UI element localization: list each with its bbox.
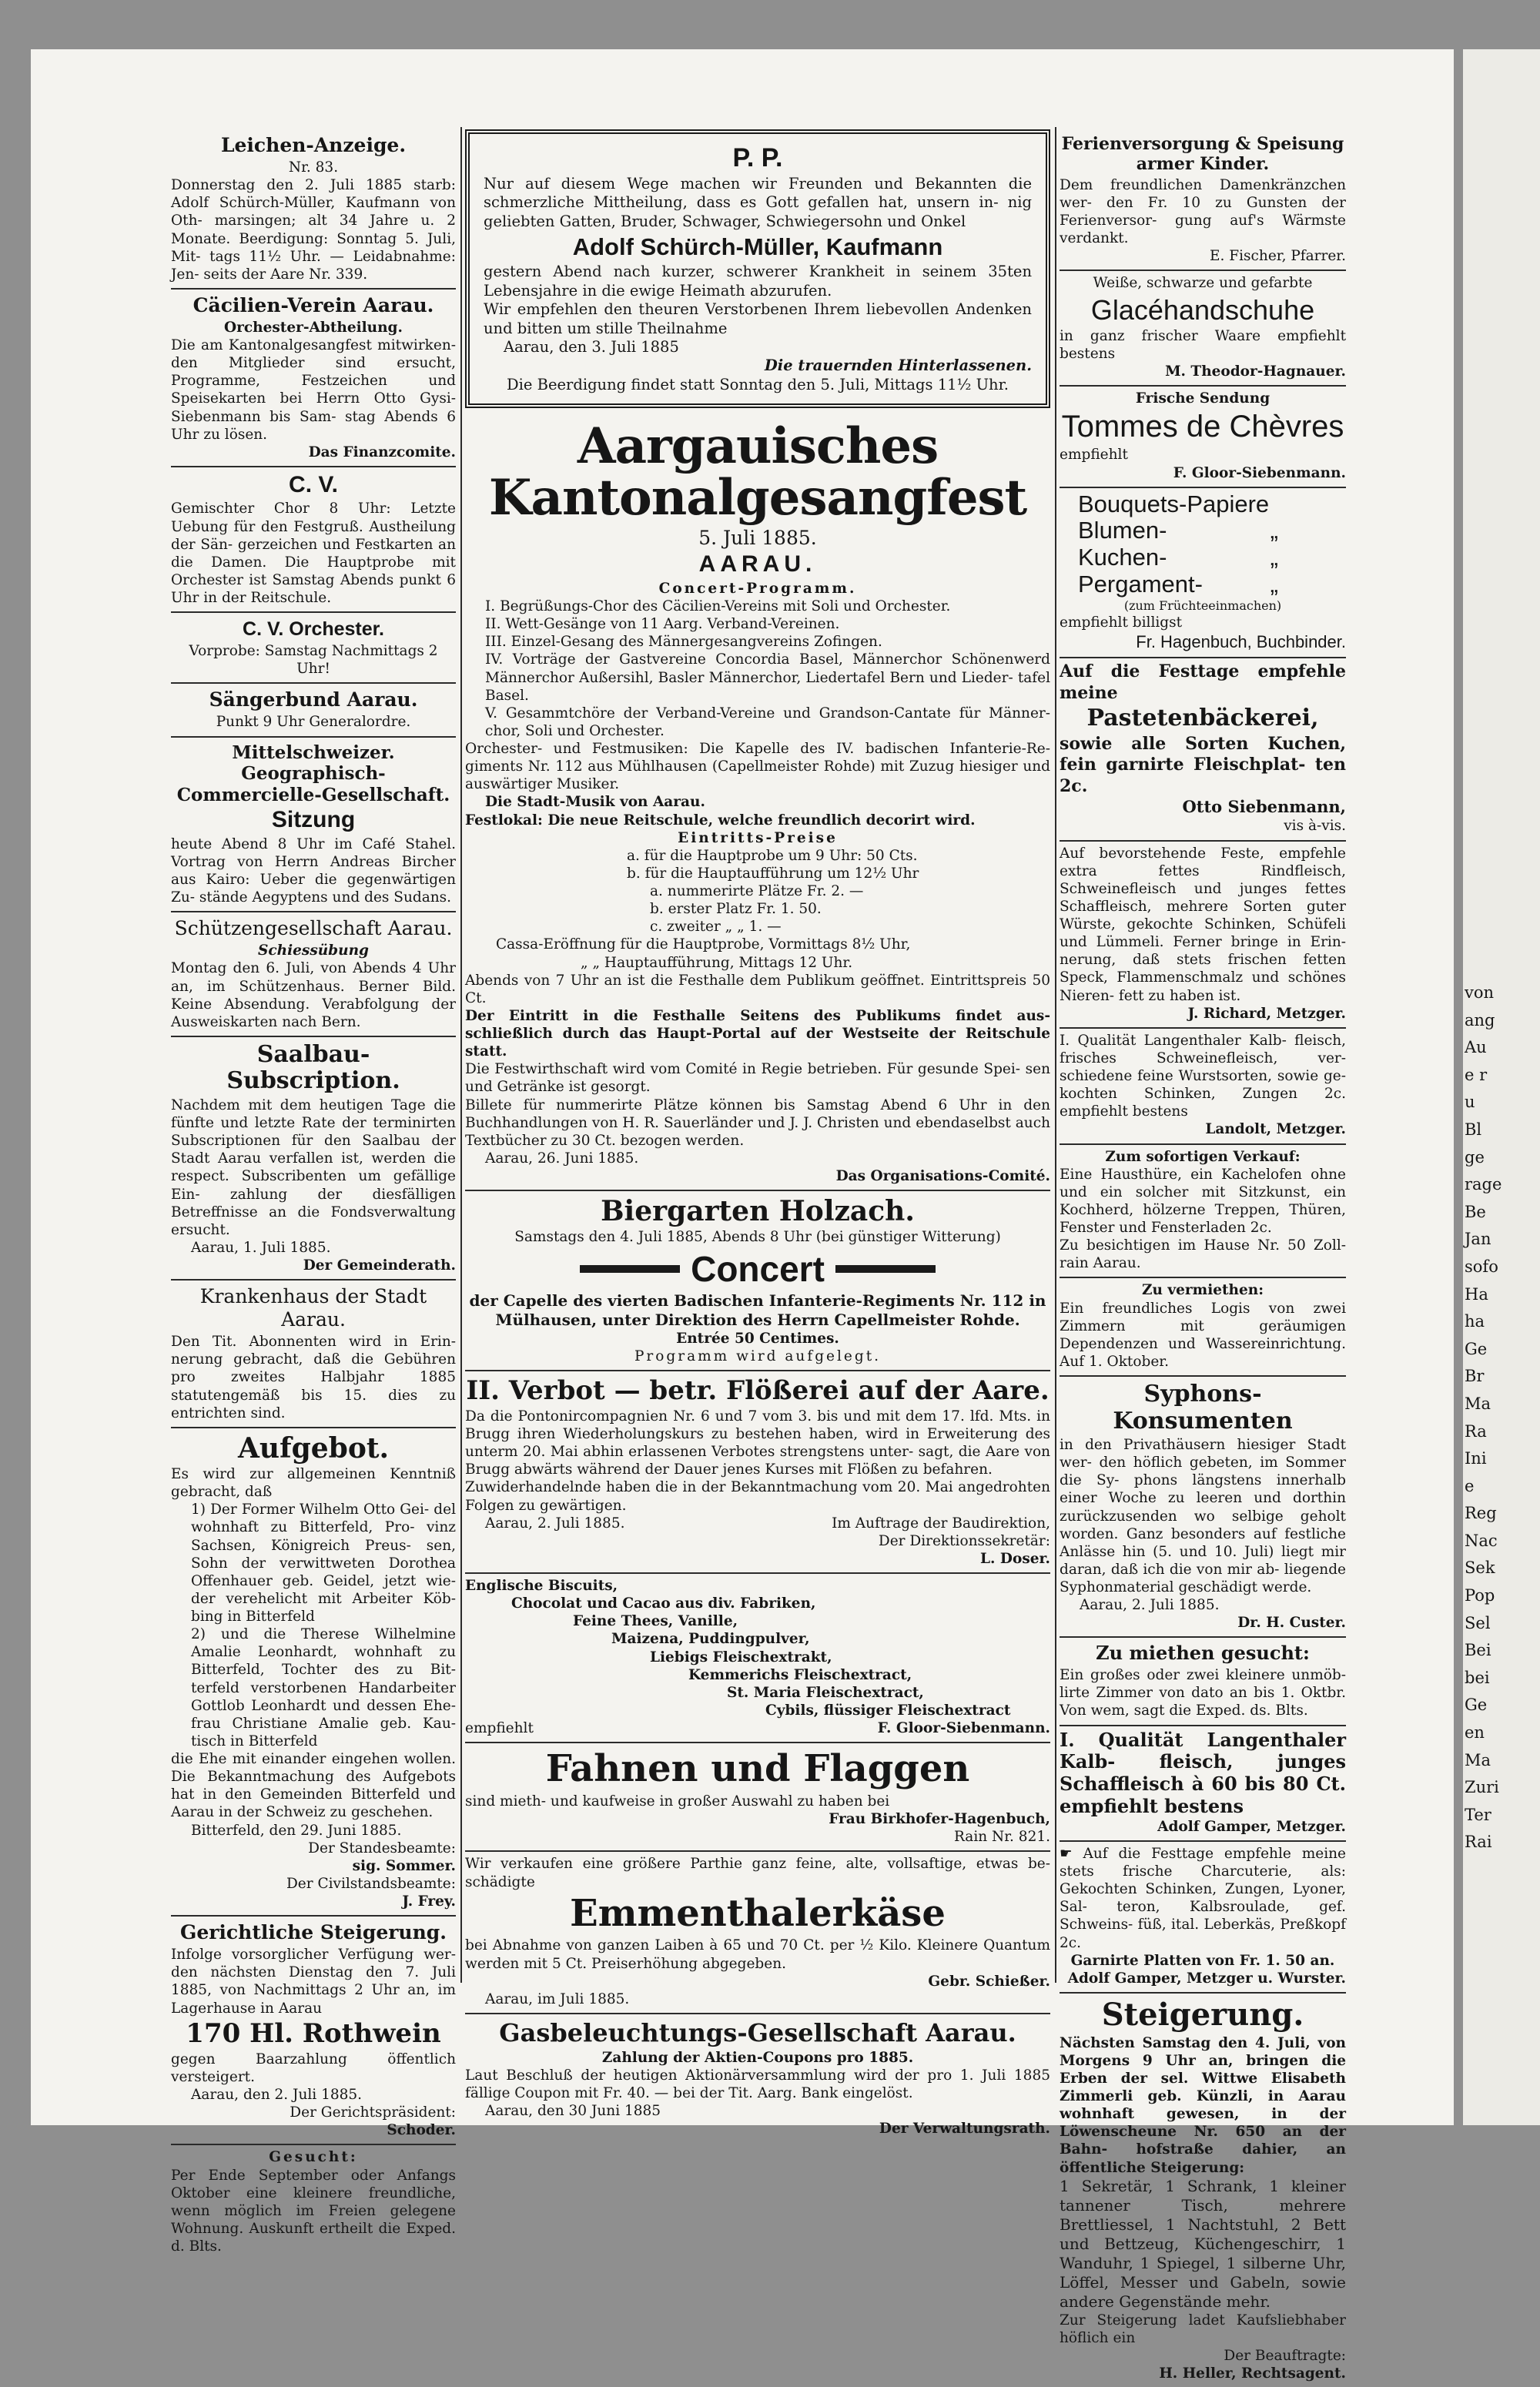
wanted-ad	[171, 2145, 456, 2260]
syphon-ad	[1060, 1377, 1346, 1638]
edge-text-fragment: ge	[1465, 1147, 1485, 1167]
ad-title: C. V.	[289, 471, 338, 497]
product-line: Chocolat und Cacao aus div. Fabriken,	[511, 1595, 816, 1612]
product-line: Feine Thees, Vanille,	[573, 1613, 738, 1630]
ad-signature: Adolf Gamper, Metzger u. Wurster.	[1067, 1970, 1346, 1987]
edge-text-fragment: Ha	[1465, 1284, 1488, 1304]
edge-text-fragment: Reg	[1465, 1504, 1497, 1523]
edge-text-fragment: Sel	[1465, 1613, 1491, 1632]
edge-text-fragment: Ge	[1465, 1696, 1488, 1715]
ad-text: Orchester- und Festmusiken: Die Kapelle des IV. badischen Infanterie-Re- giments Nr. 112 aus Mühlhausen (Capellmeister Rohde) mit Zuzug hiesiger und auswärtiger Musiker.	[465, 741, 1050, 793]
edge-text-fragment: Jan	[1465, 1230, 1491, 1249]
ad-text: der Capelle des vierten Badischen Infanterie-Regiments Nr. 112 in Mülhausen, unter Direktion des Herrn Capellmeister Rohde.	[469, 1291, 1046, 1329]
facing-page-edge	[1463, 49, 1540, 2125]
ad-title: Tommes de Chèvres	[1061, 410, 1344, 444]
ad-text: bei Abnahme von ganzen Laiben à 65 und 70 Ct. per ½ Kilo. Kleinere Quantum werden mit 5 Ct. Preiserhöhung abgegeben.	[465, 1937, 1050, 1972]
ad-title: Pastetenbäckerei,	[1086, 705, 1319, 732]
pointing-hand-icon: ☛	[1060, 1845, 1083, 1862]
edge-text-fragment: en	[1465, 1723, 1485, 1743]
ad-text: I. Qualität Langenthaler Kalb- fleisch, frisches Schweinefleisch, ver- schiedene feine Wurstsorten, sowie ge- kochten Schinken, Zungen 2c. empfiehlt bestens	[1060, 1032, 1346, 1120]
edge-text-fragment: Ma	[1465, 1750, 1491, 1769]
krankenhaus-ad	[171, 1281, 456, 1428]
ad-text: Auf die Festtage empfehle meine stets frische Charcuterie, als: Gekochten Schinken, Zungen, Lyoner, Sal- teron, Kalbsroulade, gef. Schweins- füß, ital. Leberkäs, Preßkopf 2c.	[1060, 1845, 1346, 1951]
ad-text: Samstags den 4. Juli 1885, Abends 8 Uhr (bei günstiger Witterung)	[514, 1229, 1001, 1246]
edge-text-fragment: von	[1465, 983, 1495, 1002]
ad-date: Aarau, 2. Juli 1885.	[485, 1515, 625, 1532]
aufgebot-ad	[171, 1428, 456, 1917]
product-line: Kemmerichs Fleischextract,	[688, 1666, 912, 1683]
price-line: b. für die Hauptaufführung um 12½ Uhr	[627, 865, 919, 882]
ad-date: Aarau, den 3. Juli 1885	[504, 337, 679, 356]
raft-ban-ad	[465, 1371, 1050, 1574]
ad-signature: Die trauernden Hinterlassenen.	[764, 357, 1032, 375]
butcher-richard-ad	[1060, 842, 1346, 1029]
ad-date: Aarau, den 2. Juli 1885.	[191, 2087, 363, 2104]
edge-text-fragment: Bei	[1465, 1641, 1491, 1660]
ad-text: empfiehlt	[465, 1720, 534, 1737]
ad-signature: M. Theodor-Hagnauer.	[1165, 363, 1346, 380]
ad-title: Cäcilien-Verein Aarau.	[192, 293, 434, 316]
edge-text-fragment: Pop	[1465, 1586, 1495, 1605]
holiday-care-ad	[1060, 129, 1346, 271]
ad-text: Zur Steigerung ladet Kaufsliebhaber höflich ein	[1060, 2312, 1346, 2346]
ad-signature: Rain Nr. 821.	[953, 1829, 1050, 1846]
ad-date: Aarau, im Juli 1885.	[485, 1990, 630, 2007]
saengerbund-ad	[171, 684, 456, 737]
edge-text-fragment: e r	[1465, 1065, 1488, 1084]
ad-signature: Gebr. Schießer.	[928, 1973, 1050, 1990]
ad-text: Zuwiderhandelnde haben die in der Bekanntmachung vom 20. Mai angedrohten Folgen zu gewärtigen.	[465, 1479, 1050, 1514]
ad-text: Entrée 50 Centimes.	[676, 1330, 839, 1347]
ad-signature: vis à-vis.	[1284, 818, 1346, 835]
ad-signature: Der Gemeinderath.	[303, 1257, 456, 1274]
ad-text: Dem freundlichen Damenkränzchen wer- den Fr. 10 zu Gunsten der Ferienversor- gung auf's Wärmste verdankt.	[1060, 176, 1346, 247]
edge-text-fragment: ang	[1465, 1010, 1495, 1029]
ad-signature: Landolt, Metzger.	[1205, 1121, 1346, 1138]
signature-row	[465, 1515, 1050, 1568]
ad-text: Der Eintritt in die Festhalle Seitens des Publikums findet aus- schließlich durch das Haupt-Portal auf der Westseite der Reitschule statt.	[465, 1007, 1050, 1060]
ad-text: 1) Der Former Wilhelm Otto Gei- del wohnhaft zu Bitterfeld, Pro- vinz Sachsen, Königreich Preus- sen, Sohn der verwittweten Dorothea Offenhauer geb. Geidel, jetzt wie- der verehelicht mit Arbeiter Köb- bing in Bitterfeld	[191, 1502, 456, 1625]
ad-text: Eine Hausthüre, ein Kachelofen ohne und ein solcher mit Sitzkunst, ein Kochherd, hölzerne Treppen, Thüren, Fenster und Fensterladen 2c.	[1060, 1166, 1346, 1237]
ad-text: Donnerstag den 2. Juli 1885 starb: Adolf Schürch-Müller, Kaufmann von Oth- marsingen; alt 34 Jahre u. 2 Monate. Beerdigung: Sonntag 5. Juli, Mit- tags 11½ Uhr. — Leidabnahme: Jen- seits der Aare Nr. 339.	[171, 177, 456, 283]
edge-text-fragment: Be	[1465, 1202, 1486, 1221]
edge-text-fragment: rage	[1465, 1175, 1502, 1194]
ad-text: I. Qualität Langenthaler Kalb- fleisch, junges Schaffleisch à 60 bis 80 Ct. empfiehlt bestens	[1060, 1728, 1346, 1817]
ad-title: Glacéhandschuhe	[1090, 293, 1315, 326]
ad-signature: F. Gloor-Siebenmann.	[877, 1720, 1050, 1737]
ad-text: Da die Pontonircompagnien Nr. 6 und 7 vom 3. bis und mit dem 17. lfd. Mts. in Brugg ihren Wiederholungskurs zu bestehen haben, wird in Erweiterung des unterm 20. Mai abhin erlassenen Verbotes strengstens unter- sagt, die Aare von Brugg abwärts während der Dauer jenes Kurses mit Flößen zu befahren.	[465, 1408, 1050, 1478]
ad-text: Zu besichtigen im Hause Nr. 50 Zoll- rain Aarau.	[1060, 1237, 1346, 1272]
ad-title: Gerichtliche Steigerung.	[180, 1921, 447, 1944]
ad-subtitle: Sitzung	[271, 807, 356, 833]
ad-text: Montag den 6. Juli, von Abends 4 Uhr an, im Schützenhaus. Berner Bild. Keine Absendung. Verabfolgung der Ausweiskarten nach Bern.	[171, 960, 456, 1030]
death-notice	[171, 129, 456, 290]
ad-subtitle: Zahlung der Aktien-Coupons pro 1885.	[601, 2049, 914, 2066]
program-item: II. Wett-Gesänge von 11 Aarg. Verband-Vereinen.	[485, 616, 840, 633]
ad-title: Steigerung.	[1101, 1996, 1304, 2033]
grocery-ad	[465, 1574, 1050, 1743]
ad-signature: Der Civilstandsbeamte:	[286, 1875, 456, 1892]
cv-ad	[171, 467, 456, 613]
ad-highlight: 170 Hl. Rothwein	[186, 2017, 441, 2049]
court-auction-ad	[171, 1917, 456, 2145]
edge-text-fragment: Sek	[1465, 1558, 1495, 1578]
ad-signature: Schoder.	[387, 2122, 456, 2139]
product-line: Bouquets-Papiere	[1078, 490, 1270, 517]
ad-date: Bitterfeld, den 29. Juni 1885.	[191, 1822, 402, 1839]
product-line: Englische Biscuits,	[465, 1578, 618, 1595]
product-line: Cybils, flüssiger Fleischextract	[765, 1702, 1011, 1719]
ad-signature: Das Organisations-Comité.	[835, 1168, 1050, 1185]
program-heading: Concert-Programm.	[658, 580, 857, 597]
ad-signature: Adolf Gamper, Metzger.	[1157, 1818, 1346, 1835]
ad-subtitle: Schiessübung	[258, 942, 369, 959]
ad-signature: Der Direktionssekretär:	[878, 1532, 1050, 1549]
ad-text: Wir verkaufen eine größere Parthie ganz feine, alte, vollsaftige, etwas be- schädigte	[465, 1856, 1050, 1890]
cheese-ad	[465, 1852, 1050, 2014]
ad-text: Abends von 7 Uhr an ist die Festhalle dem Publikum geöffnet. Eintrittspreis 50 Ct.	[465, 972, 1050, 1006]
ad-title: Zu vermiethen:	[1141, 1282, 1264, 1299]
ad-signature: Dr. H. Custer.	[1237, 1615, 1346, 1632]
ad-text: Ein großes oder zwei kleinere unmöb- lirte Zimmer von dato an bis 1. Oktbr. Von wem, sagt die Exped. ds. Blts.	[1060, 1667, 1346, 1719]
deceased-name: Adolf Schürch-Müller, Kaufmann	[572, 233, 943, 261]
ad-title: Ferienversorgung & Speisung armer Kinder.	[1061, 134, 1344, 175]
ad-signature: F. Gloor-Siebenmann.	[1173, 464, 1346, 481]
concert-banner	[465, 1248, 1050, 1290]
ad-title: Gasbeleuchtungs-Gesellschaft Aarau.	[499, 2017, 1016, 2047]
cv-orchester-ad	[171, 613, 456, 684]
ad-signature: Der Standesbeamte:	[308, 1840, 456, 1856]
ad-text: Infolge vorsorglicher Verfügung wer- den nächsten Dienstag den 7. Juli 1885, von Nachmittags 2 Uhr an, im Lagerhause in Aarau	[171, 1947, 456, 2017]
biergarten-ad	[465, 1191, 1050, 1371]
festival-date: 5. Juli 1885.	[698, 527, 817, 550]
edge-text-fragment: Ma	[1465, 1394, 1491, 1413]
ad-title: Schützengesellschaft Aarau.	[174, 917, 453, 940]
ad-text: Nachdem mit dem heutigen Tage die fünfte und letzte Rate der terminirten Subscriptionen für den Saalbau der Stadt Aarau verfallen ist, werden die respect. Subscribenten um gefällige Ein- zahlung der diesfälligen Betreffnisse an die Fondsverwaltung ersucht.	[171, 1096, 456, 1238]
ad-text: gestern Abend nach kurzer, schwerer Krankheit in seinem 35ten Lebensjahre in die ewige Heimath abzurufen.	[484, 263, 1032, 300]
edge-text-fragment: Br	[1465, 1367, 1485, 1386]
ad-signature: sig. Sommer.	[352, 1857, 456, 1874]
product-line: St. Maria Fleischextract,	[727, 1684, 924, 1701]
ad-text: Die Festwirthschaft wird vom Comité in Regie betrieben. Für gesunde Spei- sen und Getränke ist gesorgt.	[465, 1061, 1050, 1096]
ad-signature: Der Beauftragte:	[1224, 2347, 1346, 2364]
ad-title: Zu miethen gesucht:	[1096, 1642, 1310, 1665]
ad-title: Gesucht:	[269, 2149, 358, 2166]
column-rule	[460, 127, 462, 1983]
price-heading: Eintritts-Preise	[678, 829, 838, 846]
edge-text-fragment: Rai	[1465, 1833, 1492, 1852]
ad-text: Frische Sendung	[1135, 390, 1270, 407]
ad-signature: E. Fischer, Pfarrer.	[1210, 248, 1346, 265]
edge-text-fragment: Au	[1465, 1038, 1487, 1057]
ad-date: Aarau, 26. Juni 1885.	[485, 1150, 639, 1167]
butcher-landolt-ad	[1060, 1029, 1346, 1145]
concert-title: Concert	[691, 1248, 825, 1289]
ad-text: Festlokal: Die neue Reitschule, welche freundlich decorirt wird.	[465, 812, 976, 829]
festival-city: AARAU.	[698, 551, 817, 578]
wanted-rooms-ad	[1060, 1638, 1346, 1726]
ad-text: Nur auf diesem Wege machen wir Freunden und Bekannten die schmerzliche Mittheilung, dass es Gott gefallen hat, unsern in- nig geliebten Gatten, Bruder, Schwager, Schwiegersohn und Onkel	[484, 175, 1032, 230]
ad-text: sowie alle Sorten Kuchen, fein garnirte Fleischplat- ten 2c.	[1060, 733, 1346, 796]
product-line: Kuchen-	[1078, 544, 1167, 571]
ad-signature: Der Verwaltungsrath.	[879, 2121, 1050, 2138]
saalbau-ad	[171, 1037, 456, 1281]
edge-text-fragment: Ra	[1465, 1421, 1487, 1441]
ad-text: 1 Sekretär, 1 Schrank, 1 kleiner tannener Tisch, mehrere Brettliessel, 1 Nachtstuhl, 2 Bett und Bettzeug, Küchengeschirr, 1 Wanduhr, 1 Spiegel, 1 silberne Uhr, Löffel, Messer und Gabeln, sowie andere Gegenstände mehr.	[1060, 2176, 1346, 2311]
ad-signature: Fr. Hagenbuch, Buchbinder.	[1136, 631, 1346, 651]
ad-text: in ganz frischer Waare empfiehlt bestens	[1060, 327, 1346, 363]
ad-text: Ein freundliches Logis von zwei Zimmern mit geräumigen Dependenzen und Wassereinrichtung. Auf 1. Oktober.	[1060, 1300, 1346, 1370]
schuetzen-ad	[171, 912, 456, 1037]
ad-text: die Ehe mit einander eingehen wollen. Die Bekanntmachung des Aufgebots hat in den Gemeinden Bitterfeld und Aarau in der Schweiz zu geschehen.	[171, 1751, 456, 1821]
ad-title: Krankenhaus der Stadt Aarau.	[199, 1285, 427, 1331]
cheese-tommes-ad	[1060, 387, 1346, 487]
column-rule	[1055, 127, 1056, 1983]
ad-text: Laut Beschluß der heutigen Aktionärversammlung wird der pro 1. Juli 1885 fällige Coupon mit Fr. 40. — bei der Tit. Aarg. Bank eingelöst.	[465, 2067, 1050, 2102]
edge-text-fragment: u	[1465, 1093, 1475, 1112]
ad-title: P. P.	[732, 143, 783, 172]
ad-title: C. V. Orchester.	[243, 618, 384, 641]
program-item: V. Gesammtchöre der Verband-Vereine und Grandson-Cantate für Männer- chor, Soli und Orchester.	[485, 705, 1050, 739]
ad-title: Emmenthalerkäse	[570, 1891, 946, 1935]
pastry-ad	[1060, 658, 1346, 841]
edge-text-fragment: e	[1465, 1476, 1475, 1495]
ad-title: Mittelschweizer. Geographisch- Commercielle-Gesellschaft.	[176, 742, 450, 805]
edge-text-fragment: Ge	[1465, 1339, 1488, 1358]
ad-text: in den Privathäusern hiesiger Stadt wer- den höflich gebeten, im Sommer die Sy- phons längstens innerhalb einer Woche zu leeren und dorthin zurückzusenden wo selbige geholt worden. Ganz besonders auf festliche Anlässe hin (5. und 10. Juli) liegt mir daran, daß ich die von mir ab- liegende Syphonmaterial geschädigt werde.	[1060, 1437, 1346, 1596]
gloves-ad	[1060, 271, 1346, 387]
ad-title: Biergarten Holzach.	[601, 1195, 915, 1228]
butcher-gamper-ad	[1060, 1726, 1346, 1842]
ad-text: empfiehlt billigst	[1060, 614, 1183, 631]
ad-signature: Frau Birkhofer-Hagenbuch,	[829, 1811, 1050, 1828]
edge-text-fragment: Zuri	[1465, 1778, 1499, 1797]
ad-text: Gemischter Chor 8 Uhr: Letzte Uebung für den Festgruß. Austheilung der Sän- gerzeichen und Festkarten an die Damen. Die Hauptprobe mit Orchester ist Samstag Abends punkt 6 Uhr in der Reitschule.	[171, 500, 456, 606]
ad-signature: H. Heller, Rechtsagent.	[1159, 2365, 1346, 2382]
ad-text: Die am Kantonalgesangfest mitwirken- den Mitglieder sind ersucht, Programme, Festzeichen und Speisekarten bei Herrn Otto Gysi-Siebenmann bis Sam- stag Abends 6 Uhr zu lösen.	[171, 337, 456, 443]
paper-ad	[1060, 488, 1346, 659]
ad-text: Nächsten Samstag den 4. Juli, von Morgens 9 Uhr an, bringen die Erben der sel. Wittwe Elisabeth Zimmerli geb. Künzli, in Aarau wohnhaft gewesen, in der Löwenscheune Nr. 650 an der Bahn- hofstraße dahier, an öffentliche Steigerung:	[1060, 2034, 1346, 2176]
ad-subtitle: Orchester-Abtheilung.	[224, 319, 403, 336]
ad-title: Sängerbund Aarau.	[209, 688, 418, 711]
decorative-bar	[835, 1265, 936, 1273]
program-item: III. Einzel-Gesang des Männergesangvereins Zofingen.	[485, 634, 882, 651]
ad-signature: Der Gerichtspräsident:	[290, 2104, 456, 2121]
ad-title: Leichen-Anzeige.	[220, 134, 407, 156]
product-line: Pergament-	[1078, 570, 1203, 598]
signature-row	[465, 1719, 1050, 1737]
ad-text: Auf bevorstehende Feste, empfehle extra fettes Rindfleisch, Schweinefleisch und junges fettes Schaffleisch, mehrere Sorten guter Würste, gekochte Schinken, Schüfeli und Lümmeli. Ferner bringe in Erin- nerung, daß stets frischen fetten Speck, Flammenschmalz und schönes Nieren- fett zu haben ist.	[1060, 845, 1346, 1004]
ad-text: heute Abend 8 Uhr im Café Stahel. Vortrag von Herrn Andreas Bircher aus Kairo: Ueber die gegenwärtigen Zu- stände Aegyptens und des Sudans.	[171, 835, 456, 906]
price-line: c. zweiter „ „ 1. —	[650, 919, 782, 936]
ad-signature: Otto Siebenmann,	[1182, 797, 1346, 817]
ad-date: Aarau, 2. Juli 1885.	[1080, 1597, 1220, 1614]
program-item: IV. Vorträge der Gastvereine Concordia Basel, Männerchor Schönenwerd Männerchor Außersihl, Basler Männerchor, Liedertafel Bern und Lieder- tafel Basel.	[485, 651, 1050, 704]
ad-note: (zum Früchteeinmachen)	[1123, 598, 1282, 613]
paper-list	[1060, 491, 1346, 598]
ad-text: Den Tit. Abonnenten wird in Erin- nerung gebracht, daß die Gebühren pro zweites Halbjahr 1885 statutengemäß bis 15. dies zu entrichten sind.	[171, 1334, 456, 1421]
edge-text-fragment: Ter	[1465, 1805, 1491, 1824]
product-line: Blumen-	[1078, 517, 1167, 544]
ad-text: 2) und die Therese Wilhelmine Amalie Leonhardt, wohnhaft zu Bitterfeld, Tochter des zu Bit- terfeld verstorbenen Handarbeiter Gottlob Leonhardt und dessen Ehe- frau Christiane Amalie geb. Kau- tisch in Bitterfeld	[191, 1626, 456, 1749]
ad-title: II. Verbot — betr. Flößerei auf der Aare.	[466, 1374, 1050, 1406]
ditto-mark: „	[1270, 570, 1278, 598]
for-sale-ad	[1060, 1145, 1346, 1279]
price-line: b. erster Platz Fr. 1. 50.	[650, 901, 822, 918]
column-left	[171, 129, 456, 2260]
program-item: I. Begrüßungs-Chor des Cäcilien-Vereins mit Soli und Orchester.	[485, 598, 951, 615]
decorative-bar	[580, 1265, 680, 1273]
ad-signature: J. Richard, Metzger.	[1187, 1005, 1346, 1022]
ad-text: Die Beerdigung findet statt Sonntag den 5. Juli, Mittags 11½ Uhr.	[507, 375, 1009, 393]
ad-text: Garnirte Platten von Fr. 1. 50 an.	[1070, 1952, 1335, 1969]
ad-date: Aarau, den 30 Juni 1885	[485, 2103, 661, 2120]
ditto-mark: „	[1270, 544, 1278, 571]
product-line: Maizena, Puddingpulver,	[611, 1631, 810, 1648]
ditto-mark: „	[1270, 517, 1278, 544]
ad-text: Wir empfehlen den theuren Verstorbenen Ihrem liebevollen Andenken und bitten um stille Theilnahme	[484, 300, 1032, 337]
geographic-society-ad	[171, 738, 456, 913]
program-list	[465, 598, 1050, 740]
song-festival-ad	[465, 414, 1050, 1191]
ad-signature: L. Doser.	[980, 1550, 1050, 1567]
ad-text: empfiehlt	[1060, 447, 1128, 464]
ad-date: Aarau, 1. Juli 1885.	[191, 1239, 331, 1256]
ad-signature: Das Finanzcomite.	[308, 444, 456, 460]
ad-text: Vorprobe: Samstag Nachmittags 2 Uhr!	[189, 643, 438, 678]
edge-text-fragment: Bl	[1465, 1120, 1482, 1139]
product-line: Liebigs Fleischextrakt,	[650, 1649, 832, 1666]
price-line: a. für die Hauptprobe um 9 Uhr: 50 Cts.	[627, 847, 918, 864]
ad-signature: J. Frey.	[402, 1893, 456, 1910]
festival-title: Aargauisches Kantonalgesangfest	[488, 417, 1027, 527]
auction-ad	[1060, 1994, 1346, 2387]
ad-text: Cassa-Eröffnung für die Hauptprobe, Vormittags 8½ Uhr,	[496, 936, 911, 953]
ad-text: gegen Baarzahlung öffentlich versteigert.	[171, 2051, 456, 2085]
ad-text: Per Ende September oder Anfangs Oktober eine kleinere freundliche, wenn möglich im Freien gelegene Wohnung. Auskunft ertheilt die Exped. d. Blts.	[171, 2167, 456, 2255]
ad-text: sind mieth- und kaufweise in großer Auswahl zu haben bei	[465, 1793, 890, 1810]
edge-text-fragment: bei	[1465, 1668, 1490, 1687]
ad-text: Auf die Festtage empfehle meine	[1060, 661, 1346, 703]
ad-title: Zum sofortigen Verkauf:	[1105, 1148, 1301, 1165]
ad-text: „ „ Hauptaufführung, Mittags 12 Uhr.	[581, 954, 853, 971]
ad-number: Nr. 83.	[288, 159, 339, 176]
signature-block	[832, 1515, 1050, 1568]
ad-text: Programm wird aufgelegt.	[634, 1348, 882, 1364]
edge-text-fragment: Nac	[1465, 1531, 1498, 1550]
ad-title: Syphons-Konsumenten	[1113, 1381, 1293, 1435]
gas-company-ad	[465, 2014, 1050, 2142]
charcuterie-ad	[1060, 1842, 1346, 1994]
death-announcement-box	[465, 129, 1050, 408]
caecilien-ad	[171, 290, 456, 467]
edge-text-fragment: Ini	[1465, 1449, 1487, 1468]
ad-text: Weiße, schwarze und gefarbte	[1093, 275, 1313, 292]
ad-text: Billete für nummerirte Plätze können bis Samstag Abend 6 Uhr in den Buchhandlungen von H. R. Sauerländer und J. J. Christen und ebendaselbst auch Textbücher zu 30 Ct. bezogen werden.	[465, 1096, 1050, 1149]
ad-text: Punkt 9 Uhr Generalordre.	[216, 714, 411, 731]
edge-text-fragment: sofo	[1465, 1257, 1498, 1276]
for-rent-ad	[1060, 1278, 1346, 1377]
ad-text: Es wird zur allgemeinen Kenntniß gebracht, daß	[171, 1466, 456, 1501]
ad-signature: Im Auftrage der Baudirektion,	[832, 1515, 1050, 1532]
column-right	[1060, 129, 1346, 2387]
column-middle	[465, 129, 1050, 2142]
ad-title: Fahnen und Flaggen	[545, 1747, 970, 1791]
price-line: a. nummerirte Plätze Fr. 2. —	[650, 883, 864, 900]
ad-title: Aufgebot.	[237, 1431, 389, 1465]
edge-text-fragment: ha	[1465, 1312, 1485, 1331]
ad-title: Saalbau-Subscription.	[226, 1040, 400, 1095]
flags-ad	[465, 1743, 1050, 1852]
ad-text: Die Stadt-Musik von Aarau.	[485, 794, 705, 811]
